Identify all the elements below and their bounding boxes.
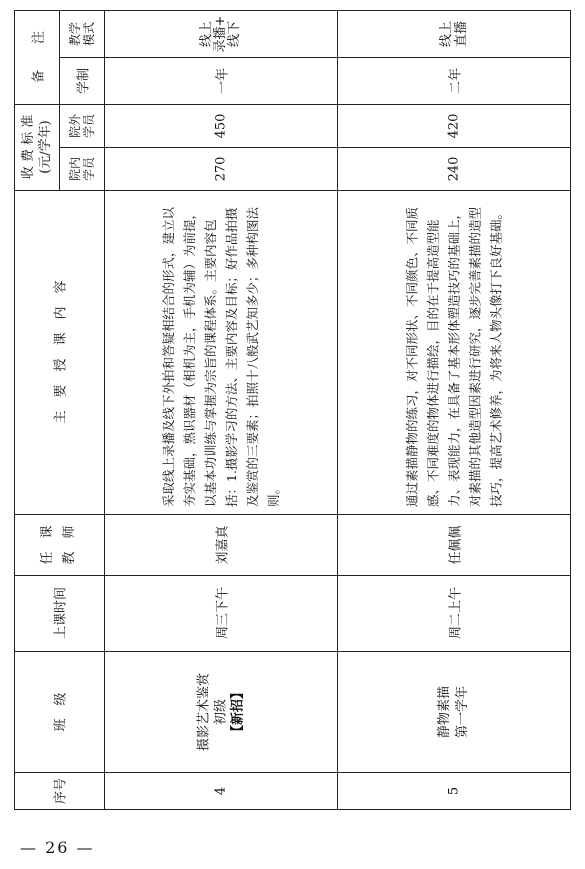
header-fee: 收 费 标 准 (元/学年) xyxy=(20,114,53,180)
row5-term: 二年 xyxy=(448,67,463,94)
header-time: 上课时间 xyxy=(53,586,69,640)
row5-content: 通过素描静物的练习，对不同形状、不同颜色、不同质感、不同难度的物体进行描绘，目的在于提高造型能力、表现能力，在具备了基本形体塑造技巧的基础上，对素描的其他造型因素进行研究，逐步完善素描的造型技巧，提高艺术修养，为将来人物头像打下良好基础。 xyxy=(404,206,503,507)
row4-content: 采取线上录播及线下外拍和答疑相结合的形式，建立以夯实基础，熟识器材（相机为主，手机为辅）为前提，以基本功训练与掌握为宗旨的课程体系。主要内容包括：1.摄影学习的方法、主要内容及目标；好作品拍摄及鉴赏的三要素；拍照十八般武艺知多少；多种构图法则。 xyxy=(160,206,281,507)
page-number: — 26 — xyxy=(20,838,95,857)
row4-time: 周三下午 xyxy=(215,586,230,640)
header-fee-outside: 院外 学员 xyxy=(67,113,96,138)
row5-fee-inside: 240 xyxy=(446,156,461,181)
header-content: 主 要 授 课 内 容 xyxy=(53,280,69,424)
header-mode: 教学 模式 xyxy=(67,21,96,46)
row5-fee-outside: 420 xyxy=(446,113,461,138)
row4-fee-inside: 270 xyxy=(213,156,228,181)
header-remarks: 备 注 xyxy=(31,30,46,84)
header-fee-inside: 院内 学员 xyxy=(67,156,96,181)
row4-teacher: 刘嘉真 xyxy=(215,524,230,565)
row5-teacher: 任佩佩 xyxy=(448,524,463,565)
row4-mode: 线上 录播+ 线下 xyxy=(198,15,242,52)
row4-term: 一年 xyxy=(215,67,230,94)
header-class: 班 级 xyxy=(53,691,69,732)
row5-class: 静物素描 第一学年 xyxy=(436,685,470,738)
header-teacher: 任 课 教 师 xyxy=(40,524,77,565)
row4-class: 摄影艺术鉴赏 初级 【新招】 xyxy=(196,672,245,751)
row4-seq: 4 xyxy=(213,786,228,795)
row5-time: 周二上午 xyxy=(448,586,463,640)
row5-seq: 5 xyxy=(446,786,461,795)
header-term: 学制 xyxy=(76,67,91,94)
header-seq: 序号 xyxy=(53,777,69,804)
row5-mode: 线上 直播 xyxy=(438,20,469,47)
row4-fee-outside: 450 xyxy=(213,113,228,138)
